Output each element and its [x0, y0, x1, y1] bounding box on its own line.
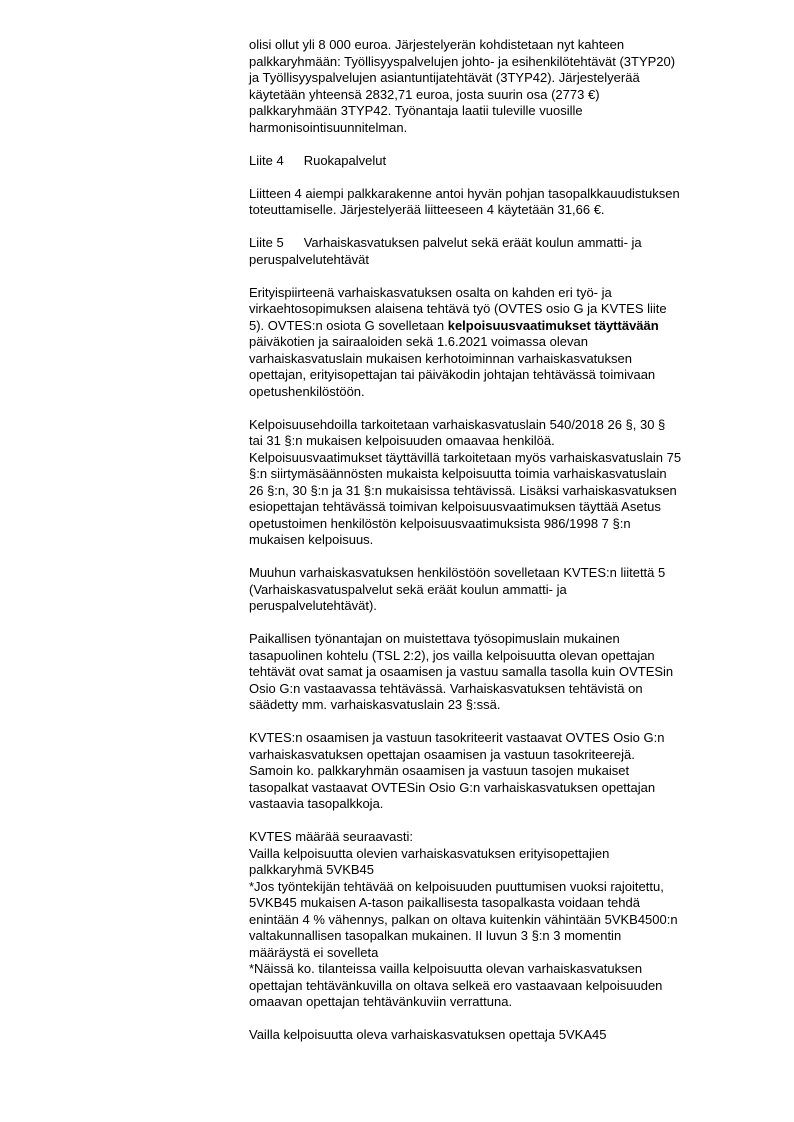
text-line: virkaehtosopimuksen alaisena tehtävä työ (OVTES osio G ja KVTES liite	[249, 301, 667, 316]
text-line: määräystä ei sovelleta	[249, 944, 379, 960]
text-line: valtakunnallisen tasopalkan mukainen. II luvun 3 §:n 3 momentin	[249, 928, 622, 943]
text-line: 5VKB45 mukaisen A-tason paikallisesta tasopalkasta voidaan tehdä	[249, 895, 640, 910]
heading-liite-4	[249, 153, 745, 170]
text-line: Muuhun varhaiskasvatuksen henkilöstöön sovelletaan KVTES:n liitettä 5	[249, 565, 666, 580]
heading-title: Ruokapalvelut	[303, 152, 387, 168]
text-line: Kelpoisuusvaatimukset täyttävillä tarkoitetaan myös varhaiskasvatuslain 75	[249, 449, 682, 465]
text-line: tasapuolinen kohtelu (TSL 2:2), jos vailla kelpoisuutta olevan opettajan	[249, 647, 655, 663]
text-line: Vailla kelpoisuutta olevien varhaiskasvatuksen erityisopettajien	[249, 845, 610, 861]
text-line: Paikallisen työnantajan on muistettava työsopimuslain mukainen	[249, 631, 620, 646]
text-run: 5). OVTES:n osiota G sovelletaan	[249, 317, 448, 333]
text-line: vastaavia tasopalkkoja.	[249, 796, 384, 811]
text-line: tai 31 §:n mukaisen kelpoisuuden omaavaa henkilöä.	[249, 433, 555, 448]
text-line: mukaisen kelpoisuus.	[249, 532, 374, 547]
paragraph-liite-4	[249, 186, 745, 219]
paragraph-erityispiirre	[249, 285, 745, 401]
paragraph-kvtes-maarays	[249, 829, 745, 1011]
text-line: Vailla kelpoisuutta oleva varhaiskasvatuksen opettaja 5VKA45	[249, 1027, 607, 1042]
text-line: Osio G:n vastaavassa tehtävässä. Varhaiskasvatuksen tehtävistä on	[249, 680, 643, 696]
text-line: §:n siirtymäsäännösten mukaista kelpoisuutta toimia varhaiskasvatuslain	[249, 466, 667, 481]
text-line: 26 §:n, 30 §:n ja 31 §:n mukaisissa tehtävissä. Lisäksi varhaiskasvatuksen	[249, 482, 677, 498]
text-line: opettajan tehtävänkuvilla on oltava selkeä ero vastaavaan kelpoisuuden	[249, 977, 663, 993]
text-line: päiväkotien ja sairaaloiden sekä 1.6.2021 voimassa olevan	[249, 334, 588, 349]
text-line: olisi ollut yli 8 000 euroa. Järjestelyerän kohdistetaan nyt kahteen	[249, 37, 625, 52]
heading-liite-5	[249, 235, 745, 268]
text-line: peruspalvelutehtävät).	[249, 598, 377, 613]
text-line: KVTES:n osaamisen ja vastuun tasokriteerit vastaavat OVTES Osio G:n	[249, 730, 665, 745]
text-line: tehtävät ovat samat ja osaamisen ja vastuu samalla tasolla kuin OVTESin	[249, 664, 674, 679]
paragraph-tasokriteerit	[249, 730, 745, 813]
text-line: säädetty mm. varhaiskasvatuslain 23 §:ssä.	[249, 697, 501, 712]
text-line: palkkaryhmä 5VKB45	[249, 862, 375, 877]
text-line: tasopalkat vastaavat OVTESin Osio G:n varhaiskasvatuksen opettajan	[249, 779, 656, 795]
text-line: *Näissä ko. tilanteissa vailla kelpoisuutta olevan varhaiskasvatuksen	[249, 961, 643, 976]
text-line: Erityispiirteenä varhaiskasvatuksen osalta on kahden eri työ- ja	[249, 284, 612, 300]
text-line: ja Työllisyyspalvelujen asiantuntijatehtävät (3TYP42). Järjestelyerää	[249, 70, 640, 85]
text-line: Liitteen 4 aiempi palkkarakenne antoi hyvän pohjan tasopalkkauudistuksen	[249, 185, 680, 201]
paragraph-5vka45	[249, 1027, 745, 1044]
text-line: opettajan, erityisopettajan tai päiväkodin johtajan tehtävässä toimivaan	[249, 367, 656, 382]
text-line: (Varhaiskasvatuspalvelut sekä eräät koulun ammatti- ja	[249, 581, 567, 597]
paragraph-muu-henkilosto	[249, 565, 745, 615]
text-line: Samoin ko. palkkaryhmän osaamisen ja vastuun tasojen mukaiset	[249, 763, 630, 778]
text-line: opetustoimen henkilöstön kelpoisuusvaatimuksista 986/1998 7 §:n	[249, 515, 631, 531]
text-line: Kelpoisuusehdoilla tarkoitetaan varhaiskasvatuslain 540/2018 26 §, 30 §	[249, 416, 666, 432]
bold-emphasis: kelpoisuusvaatimukset täyttävään	[447, 317, 659, 333]
text-line: enintään 4 % vähennys, palkan on oltava kuitenkin vähintään 5VKB4500:n	[249, 911, 678, 927]
paragraph-harmonisointi	[249, 37, 745, 136]
heading-title: Varhaiskasvatuksen palvelut sekä eräät koulun ammatti- ja	[303, 235, 642, 250]
text-line: varhaiskasvatuslain mukaisen kerhotoiminnan varhaiskasvatuksen	[249, 350, 632, 366]
text-line: harmonisointisuunnitelman.	[249, 119, 408, 135]
paragraph-tasapuolinen-kohtelu	[249, 631, 745, 714]
text-line: KVTES määrää seuraavasti:	[249, 829, 414, 844]
document-page	[249, 37, 745, 1060]
text-line: opetushenkilöstöön.	[249, 383, 365, 399]
text-line: omaavan opettajan tehtävänkuviin verrattuna.	[249, 994, 513, 1009]
text-line: palkkaryhmään: Työllisyyspalvelujen johto- ja esihenkilötehtävät (3TYP20)	[249, 53, 676, 69]
text-line: palkkaryhmään 3TYP42. Työnantaja laatii tuleville vuosille	[249, 103, 583, 118]
text-line: toteuttamiselle. Järjestelyerää liitteeseen 4 käytetään 31,66 €.	[249, 202, 605, 217]
heading-number: Liite 4	[249, 152, 284, 168]
heading-number: Liite 5	[249, 235, 284, 250]
text-line: käytetään yhteensä 2832,71 euroa, josta suurin osa (2773 €)	[249, 86, 600, 102]
heading-title-continued: peruspalvelutehtävät	[249, 251, 369, 267]
text-line: varhaiskasvatuksen opettajan osaamisen ja vastuun tasokriteerejä.	[249, 746, 635, 762]
text-line: *Jos työntekijän tehtävää on kelpoisuuden puuttumisen vuoksi rajoitettu,	[249, 878, 664, 894]
paragraph-kelpoisuusehdot	[249, 417, 745, 549]
text-line: esiopettajan tehtävässä toimivan kelpoisuusvaatimuksen täyttää Asetus	[249, 499, 661, 514]
